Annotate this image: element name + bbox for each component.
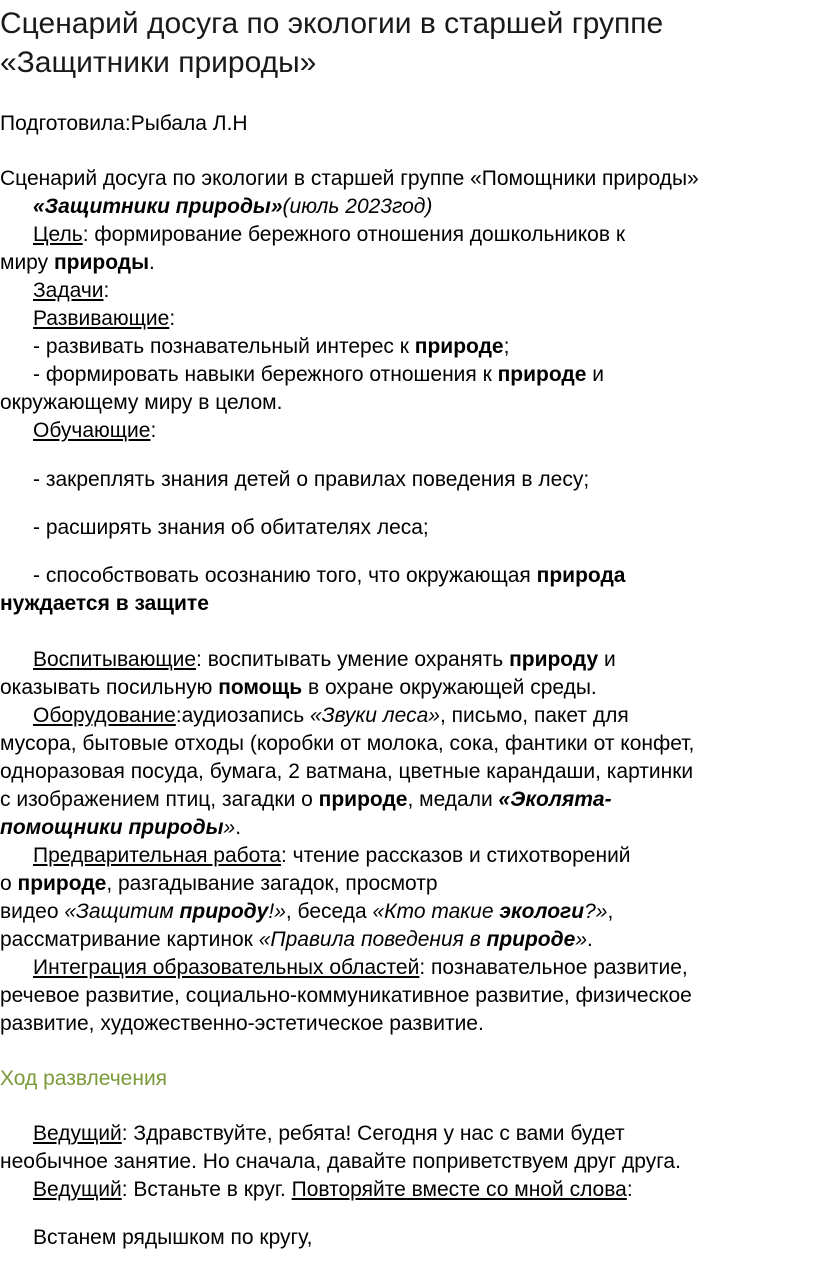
teach-item-2: - расширять знания об обитателях леса; — [33, 516, 429, 539]
equipment-line-2: мусора, бытовые отходы (коробки от молока, сока, фантики от конфет, — [0, 732, 695, 755]
host-speech-2: Ведущий: Встаньте в круг. Повторяйте вместе со мной слова: — [33, 1178, 633, 1201]
teaching-label: Обучающие — [33, 419, 151, 442]
prep-line-3: видео «Защитим природу!», беседа «Кто такие экологи?», — [0, 900, 614, 923]
dev-item-2: - формировать навыки бережного отношения к природе и — [33, 363, 605, 386]
equipment-line-5: помощники природы». — [0, 816, 242, 839]
poem-line-1: Встанем рядышком по кругу, — [33, 1226, 313, 1249]
equipment-line-4: с изображением птиц, загадки о природе, медали «Эколята- — [0, 788, 612, 811]
main-block — [0, 646, 816, 1038]
prep-line-2: о природе, разгадывание загадок, просмотр — [0, 872, 438, 895]
goal-line-2: миру природы. — [0, 251, 155, 274]
poem-block — [0, 1224, 816, 1252]
course-heading: Ход развлечения — [0, 1067, 168, 1090]
host-label: Ведущий — [33, 1122, 122, 1145]
upbringing-line: Воспитывающие: воспитывать умение охранять природу и — [33, 648, 616, 671]
tasks-label: Задачи — [33, 279, 104, 302]
host-label-2: Ведущий — [33, 1178, 122, 1201]
intro-block — [0, 165, 816, 445]
prep-line: Предварительная работа: чтение рассказов и стихотворений — [33, 844, 631, 867]
teaching-label-line: Обучающие: — [33, 419, 157, 442]
prep-label: Предварительная работа — [33, 844, 281, 867]
developing-label: Развивающие — [33, 307, 170, 330]
integration-label: Интеграция образовательных областей — [33, 956, 420, 979]
course-block — [0, 1120, 816, 1204]
goal-label: Цель — [33, 223, 83, 246]
author-line: Подготовила:Рыбала Л.Н — [0, 112, 248, 135]
upbringing-line-2: оказывать посильную помощь в охране окружающей среды. — [0, 676, 597, 699]
equipment-label: Оборудование — [33, 704, 176, 727]
integration-line: Интеграция образовательных областей: познавательное развитие, — [33, 956, 688, 979]
integration-line-3: развитие, художественно-эстетическое развитие. — [0, 1012, 484, 1035]
tasks-label-line: Задачи: — [33, 279, 110, 302]
goal-line: Цель: формирование бережного отношения дошкольников к — [33, 223, 626, 246]
prep-line-4: рассматривание картинок «Правила поведения в природе». — [0, 928, 593, 951]
teach-item-1: - закреплять знания детей о правилах поведения в лесу; — [33, 468, 590, 491]
integration-line-2: речевое развитие, социально-коммуникативное развитие, физическое — [0, 984, 692, 1007]
intro-subtitle: «Защитники природы»(июль 2023год) — [33, 195, 433, 218]
dev-item-1: - развивать познавательный интерес к природе; — [33, 335, 510, 358]
intro-full-title: Сценарий досуга по экологии в старшей группе «Помощники природы» — [0, 167, 699, 190]
teach-item-3: - способствовать осознанию того, что окружающая природа нуждается в защите — [0, 564, 626, 615]
equipment-line-3: одноразовая посуда, бумага, 2 ватмана, цветные карандаши, картинки — [0, 760, 694, 783]
developing-label-line: Развивающие: — [33, 307, 176, 330]
title-line-2: «Защитники природы» — [0, 46, 317, 79]
upbringing-label: Воспитывающие — [33, 648, 197, 671]
document-title — [0, 4, 816, 82]
title-line-1: Сценарий досуга по экологии в старшей группе — [0, 7, 664, 40]
host-speech-1-cont: необычное занятие. Но сначала, давайте поприветствуем друг друга. — [0, 1150, 681, 1173]
equipment-line: Оборудование:аудиозапись «Звуки леса», письмо, пакет для — [33, 704, 629, 727]
dev-item-2-cont: окружающему миру в целом. — [0, 391, 283, 414]
host-speech-1: Ведущий: Здравствуйте, ребята! Сегодня у нас с вами будет — [33, 1122, 625, 1145]
